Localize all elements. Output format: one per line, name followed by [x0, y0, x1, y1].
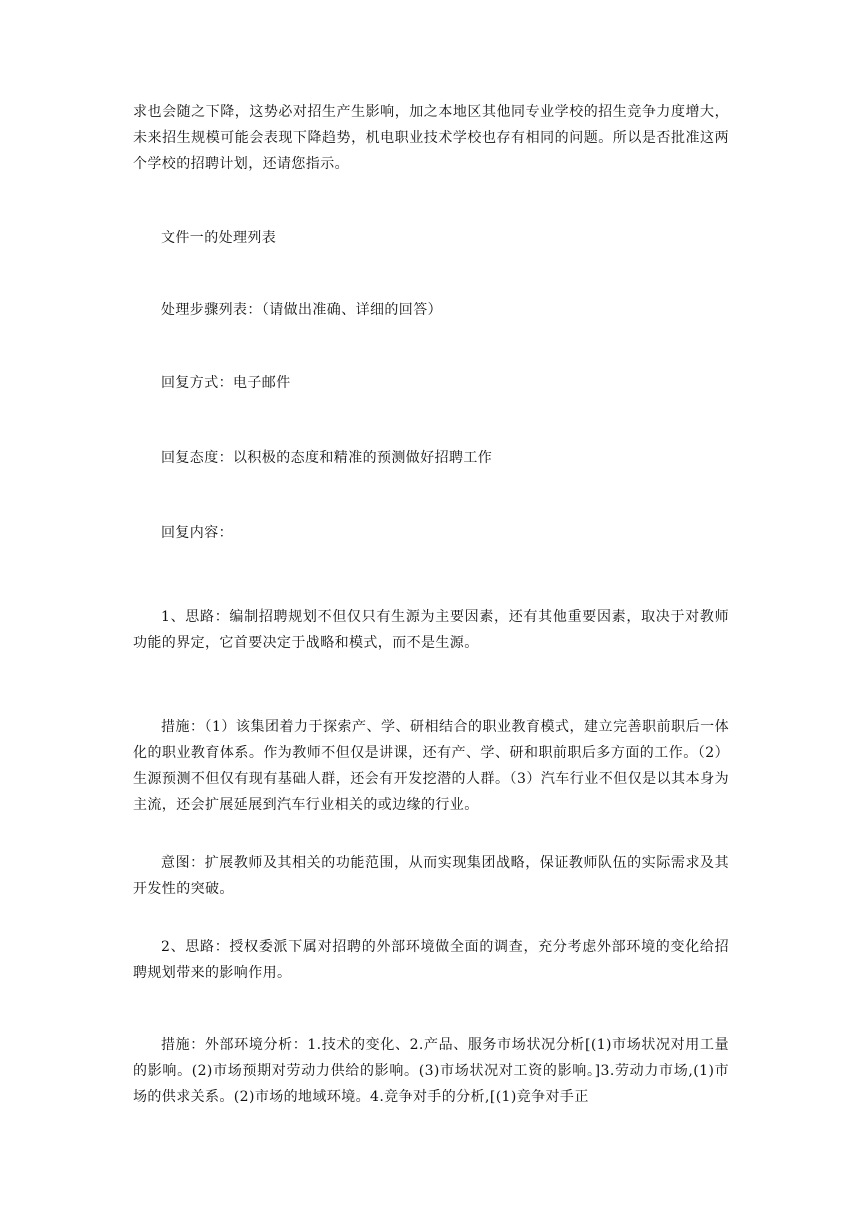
paragraph-reply-attitude: 回复态度：以积极的态度和精准的预测做好招聘工作	[161, 450, 493, 466]
paragraph-measures-1: 措施：（1）该集团着力于探索产、学、研相结合的职业教育模式，建立完善职前职后一体化的职业教育体系。作为教师不但仅是讲课，还有产、学、研和职前职后多方面的工作。（2）生源预测不但仅有现有基础人群，还会有开发挖潜的人群。（3）汽车行业不但仅是以其本身为主流，还会扩展延展到汽车行业相关的或边缘的行业。	[133, 719, 729, 813]
paragraph-heading-file-one: 文件一的处理列表	[161, 230, 277, 246]
paragraph-reply-content: 回复内容：	[161, 525, 233, 541]
paragraph-continuation: 求也会随之下降，这势必对招生产生影响，加之本地区其他同专业学校的招生竞争力度增大，未来招生规模可能会表现下降趋势，机电职业技术学校也存有相同的问题。所以是否批准这两个学校的招聘计划，还请您指示。	[133, 104, 729, 172]
paragraph-measures-2: 措施：外部环境分析：1.技术的变化、2.产品、服务市场状况分析[(1)市场状况对用工量的影响。(2)市场预期对劳动力供给的影响。(3)市场状况对工资的影响。]3.劳动力市场,(1)市场的供求关系。(2)市场的地域环境。4.竞争对手的分析,[(1)竞争对手正	[133, 1037, 729, 1105]
paragraph-reply-method: 回复方式：电子邮件	[161, 375, 291, 391]
paragraph-idea-2: 2、思路：授权委派下属对招聘的外部环境做全面的调查，充分考虑外部环境的变化给招聘规划带来的影响作用。	[133, 939, 729, 981]
paragraph-idea-1: 1、思路：编制招聘规划不但仅只有生源为主要因素，还有其他重要因素，取决于对教师功能的界定，它首要决定于战略和模式，而不是生源。	[133, 609, 729, 651]
paragraph-intent-1: 意图：扩展教师及其相关的功能范围，从而实现集团战略，保证教师队伍的实际需求及其开发性的突破。	[133, 855, 729, 897]
paragraph-steps-list: 处理步骤列表：（请做出准确、详细的回答）	[161, 302, 442, 318]
